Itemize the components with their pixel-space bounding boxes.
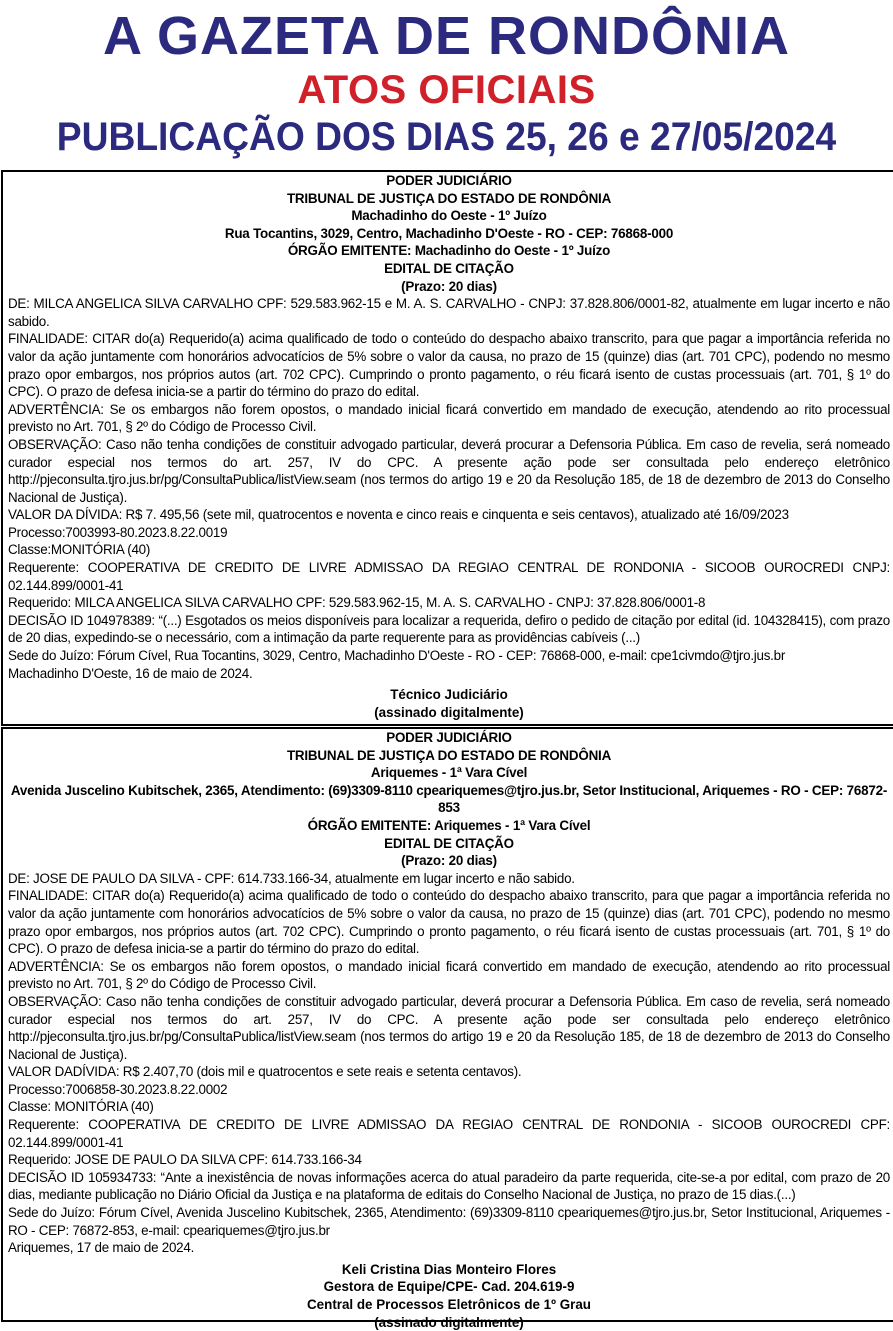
paragraph: Processo:7006858-30.2023.8.22.0002 [8,1081,228,1097]
signature-line: Central de Processos Eletrônicos de 1º Grau [307,1297,591,1312]
header-line: Rua Tocantins, 3029, Centro, Machadinho D'Oeste - RO - CEP: 76868-000 [224,225,674,241]
notice-header [8,729,893,870]
signature-block [8,686,893,721]
paragraph: ADVERTÊNCIA: Se os embargos não forem opostos, o mandado inicial ficará convertido em mandado de execução, atendendo ao rito processual previsto no Art. 701, § 2º do Código de Processo Civil. [8,401,890,435]
paragraph: Requerido: MILCA ANGELICA SILVA CARVALHO CPF: 529.583.962-15, M. A. S. CARVALHO - CNPJ: 37.828.806/0001-8 [8,595,706,611]
paragraph: FINALIDADE: CITAR do(a) Requerido(a) acima qualificado de todo o conteúdo do despacho abaixo transcrito, para que pagar a importância referida no valor da ação juntamente com honorários advocatícios de 5% sobre o valor da causa, no prazo de 15 (quinze) dias (art. 701 CPC), podendo no mesmo prazo opor embargos, nos próprios autos (art. 702 CPC). Cumprindo o pronto pagamento, o réu ficará isento de custas processuais (art. 701, § 1º do CPC). O prazo de defesa inicia-se a partir do término do prazo do edital. [8,331,890,400]
section-title: ATOS OFICIAIS [297,68,596,112]
paragraph: DE: MILCA ANGELICA SILVA CARVALHO CPF: 529.583.962-15 e M. A. S. CARVALHO - CNPJ: 37.828.806/0001-82, atualmente em lugar incerto e não sabido. [8,296,890,329]
paragraph: VALOR DADÍVIDA: R$ 2.407,70 (dois mil e quatrocentos e sete reais e setenta centavos). [8,1064,522,1080]
notice-machadinho [1,170,893,726]
paragraph: Processo:7003993-80.2023.8.22.0019 [8,524,228,540]
header-line: ÓRGÃO EMITENTE: Machadinho do Oeste - 1º Juízo [287,243,611,259]
signature-line: (assinado digitalmente) [374,704,524,720]
signature-line: Gestora de Equipe/CPE- Cad. 204.619-9 [323,1279,575,1295]
header-line: Ariquemes - 1ª Vara Cível [370,765,528,781]
signature-line: Técnico Judiciário [390,687,508,703]
header-line: TRIBUNAL DE JUSTIÇA DO ESTADO DE RONDÔNIA [286,747,612,763]
paragraph: Sede do Juízo: Fórum Cível, Avenida Juscelino Kubitschek, 2365, Atendimento: (69)3309-8110 cpeariquemes@tjro.jus.br, Setor Institucional, Ariquemes - RO - CEP: 76872-853, e-mail: cpeariquemes@tjro.jus.br [8,1205,890,1238]
paragraph: Machadinho D'Oeste, 16 de maio de 2024. [8,665,253,681]
paragraph: Requerente: COOPERATIVA DE CREDITO DE LIVRE ADMISSAO DA REGIAO CENTRAL DE RONDONIA - SICOOB OUROCREDI CPF: 02.144.899/0001-41 [8,1117,890,1150]
paragraph: Classe:MONITÓRIA (40) [8,542,151,558]
paragraph: OBSERVAÇÃO: Caso não tenha condições de constituir advogado particular, deverá procurar a Defensoria Pública. Em caso de revelia, será nomeado curador especial nos termos do art. 257, IV do CPC. A presente ação pode ser consultada pelo endereço eletrônico http://pjeconsulta.tjro.jus.br/pg/ConsultaPublica/listView.seam (nos termos do artigo 19 e 20 da Resolução 185, de 18 de dezembro de 2013 do Conselho Nacional de Justiça). [8,993,890,1062]
paragraph: Classe: MONITÓRIA (40) [8,1099,154,1115]
notice-body [8,870,893,1257]
header-line: (Prazo: 20 dias) [401,278,497,294]
notice-header [8,172,893,295]
header-line: EDITAL DE CITAÇÃO [384,260,514,276]
header-line: Avenida Juscelino Kubitschek, 2365, Atendimento: (69)3309-8110 cpeariquemes@tjro.jus.br, Setor Institucional, Ariquemes - RO - CEP: 76872-853 [10,782,888,816]
notice-ariquemes [1,727,893,1330]
header-line: Machadinho do Oeste - 1º Juízo [351,208,547,224]
signature-line: (assinado digitalmente) [374,1314,524,1330]
header-line: (Prazo: 20 dias) [401,853,497,869]
paragraph: OBSERVAÇÃO: Caso não tenha condições de constituir advogado particular, deverá procurar a Defensoria Pública. Em caso de revelia, será nomeado curador especial nos termos do art. 257, IV do CPC. A presente ação pode ser consultada pelo endereço eletrônico http://pjeconsulta.tjro.jus.br/pg/ConsultaPublica/listView.seam (nos termos do artigo 19 e 20 da Resolução 185, de 18 de dezembro de 2013 do Conselho Nacional de Justiça). [8,436,890,505]
signature-block [8,1261,893,1331]
paragraph: FINALIDADE: CITAR do(a) Requerido(a) acima qualificado de todo o conteúdo do despacho abaixo transcrito, para que pagar a importância referida no valor da ação juntamente com honorários advocatícios de 5% sobre o valor da causa, no prazo de 15 (quinze) dias (art. 701 CPC), podendo no mesmo prazo opor embargos, nos próprios autos (art. 702 CPC). Cumprindo o pronto pagamento, o réu ficará isento de custas processuais (art. 701, § 1º do CPC). O prazo de defesa inicia-se a partir do término do prazo do edital. [8,888,890,957]
header-line: ÓRGÃO EMITENTE: Ariquemes - 1ª Vara Cível [307,817,591,833]
publication-date-line: PUBLICAÇÃO DOS DIAS 25, 26 e 27/05/2024 [56,115,837,159]
header-line: PODER JUDICIÁRIO [386,173,512,188]
signature-line: Keli Cristina Dias Monteiro Flores [341,1261,557,1277]
header-line: TRIBUNAL DE JUSTIÇA DO ESTADO DE RONDÔNIA [286,190,612,206]
notice-body [8,295,893,682]
header-line: PODER JUDICIÁRIO [386,730,512,745]
paragraph: ADVERTÊNCIA: Se os embargos não forem opostos, o mandado inicial ficará convertido em mandado de execução, atendendo ao rito processual previsto no Art. 701, § 2º do Código de Processo Civil. [8,958,890,992]
paragraph: VALOR DA DÍVIDA: R$ 7. 495,56 (sete mil, quatrocentos e noventa e cinco reais e cinquenta e seis centavos), atualizado até 16/09/2023 [8,507,789,523]
paragraph: Requerido: JOSE DE PAULO DA SILVA CPF: 614.733.166-34 [8,1152,362,1168]
paragraph: Sede do Juízo: Fórum Cível, Rua Tocantins, 3029, Centro, Machadinho D'Oeste - RO - CEP: 76868-000, e-mail: cpe1civmdo@tjro.jus.br [8,648,786,664]
newspaper-title: A GAZETA DE RONDÔNIA [103,6,790,66]
paragraph: Ariquemes, 17 de maio de 2024. [8,1240,195,1256]
paragraph: DE: JOSE DE PAULO DA SILVA - CPF: 614.733.166-34, atualmente em lugar incerto e não sabido. [8,870,575,886]
paragraph: Requerente: COOPERATIVA DE CREDITO DE LIVRE ADMISSAO DA REGIAO CENTRAL DE RONDONIA - SICOOB OUROCREDI CNPJ: 02.144.899/0001-41 [8,560,890,593]
paragraph: DECISÃO ID 105934733: “Ante a inexistência de novas informações acerca do atual paradeiro da parte requerida, cite-se-a por edital, com prazo de 20 dias, mediante publicação no Diário Oficial da Justiça e na plataforma de editais do Conselho Nacional de Justiça, no prazo de 15 dias.(...) [8,1169,890,1203]
paragraph: DECISÃO ID 104978389: “(...) Esgotados os meios disponíveis para localizar a requerida, defiro o pedido de citação por edital (id. 104328415), com prazo de 20 dias, expedindo-se o necessário, com a intimação da parte requerente para as providências cabíveis (...) [8,612,890,646]
header-line: EDITAL DE CITAÇÃO [384,835,514,851]
